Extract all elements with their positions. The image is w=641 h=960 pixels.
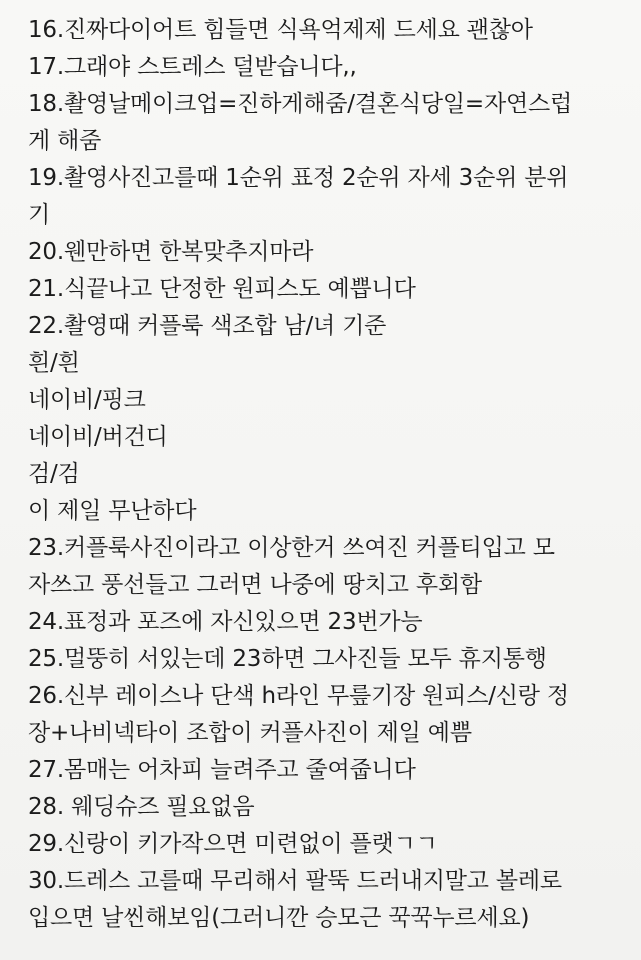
note-line: 이 제일 무난하다 <box>28 498 197 524</box>
note-line: 19.촬영사진고를때 1순위 표정 2순위 자세 3순위 분위 <box>28 165 569 191</box>
note-line: 26.신부 레이스나 단색 h라인 무릎기장 원피스/신랑 정 <box>28 683 569 709</box>
note-line: 입으면 날씬해보임(그러니깐 승모근 꾹꾹누르세요) <box>28 905 530 931</box>
note-line: 20.웬만하면 한복맞추지마라 <box>28 239 314 265</box>
note-line: 29.신랑이 키가작으면 미련없이 플랫ㄱㄱ <box>28 831 438 857</box>
note-line: 21.식끝나고 단정한 원피스도 예쁩니다 <box>28 276 416 302</box>
note-line: 25.멀뚱히 서있는데 23하면 그사진들 모두 휴지통행 <box>28 646 547 672</box>
note-line: 네이비/핑크 <box>28 387 146 413</box>
note-line: 네이비/버건디 <box>28 424 168 450</box>
note-line: 자쓰고 풍선들고 그러면 나중에 땅치고 후회함 <box>28 572 482 598</box>
note-line: 검/검 <box>28 461 80 487</box>
note-line: 16.진짜다이어트 힘들면 식욕억제제 드세요 괜찮아 <box>28 17 533 43</box>
note-line: 장+나비넥타이 조합이 커플사진이 제일 예쁨 <box>28 720 472 746</box>
note-line: 게 해줌 <box>28 128 102 154</box>
note-line: 23.커플룩사진이라고 이상한거 쓰여진 커플티입고 모 <box>28 535 555 561</box>
note-line: 30.드레스 고를때 무리해서 팔뚝 드러내지말고 볼레로 <box>28 868 562 894</box>
note-line: 기 <box>28 202 51 228</box>
note-line: 27.몸매는 어차피 늘려주고 줄여줍니다 <box>28 757 416 783</box>
note-line: 22.촬영때 커플룩 색조합 남/녀 기준 <box>28 313 387 339</box>
note-line: 18.촬영날메이크업=진하게해줌/결혼식당일=자연스럽 <box>28 91 573 117</box>
note-line: 28. 웨딩슈즈 필요없음 <box>28 794 255 820</box>
note-line: 흰/흰 <box>28 350 80 376</box>
note-line: 17.그래야 스트레스 덜받습니다,, <box>28 54 357 80</box>
note-line: 24.표정과 포즈에 자신있으면 23번가능 <box>28 609 423 635</box>
